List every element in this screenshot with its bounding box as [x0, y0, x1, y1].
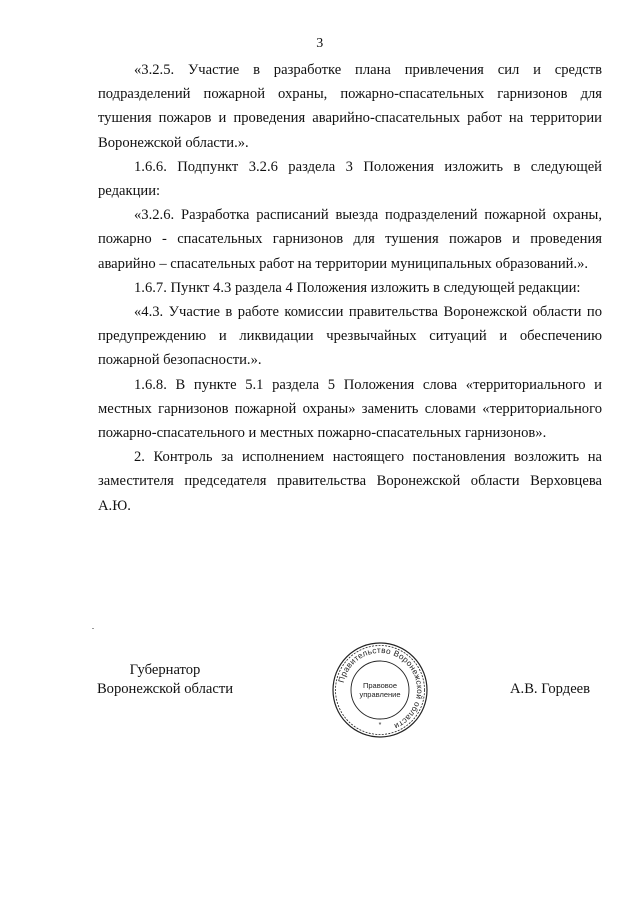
- seal-stamp-icon: [330, 640, 430, 740]
- signatory-position-line-2: Воронежской области: [96, 681, 234, 697]
- seal-star: *: [378, 722, 382, 729]
- seal-center-line-2: управление: [359, 690, 401, 699]
- paragraph-4-3: «4.3. Участие в работе комиссии правительства Воронежской области по предупреждению и ликвидации чрезвычайных ситуаций и обеспечению пожарной безопасности.».: [98, 304, 602, 369]
- svg-text:Правительство Воронежской обла: [337, 646, 424, 731]
- signatory-position: [90, 661, 240, 699]
- paragraph-2-control: 2. Контроль за исполнением настоящего постановления возложить на заместителя председателя правительства Воронежской области Верховцева А.Ю.: [98, 449, 602, 514]
- margin-mark: [92, 628, 94, 629]
- paragraph-3-2-6: «3.2.6. Разработка расписаний выезда подразделений пожарной охраны, пожарно - спасательных гарнизонов для тушения пожаров и проведения аварийно – спасательных работ на территории муниципальных образований.».: [98, 207, 602, 272]
- page-number: 3: [316, 36, 324, 51]
- document-body: [98, 58, 602, 518]
- official-seal: [330, 640, 430, 740]
- signatory-name: А.В. Гордеев: [510, 681, 591, 697]
- paragraph-1-6-8: 1.6.8. В пункте 5.1 раздела 5 Положения слова «территориального и местных гарнизонов пожарной охраны» заменить словами «территориального пожарно-спасательного и местных пожарно-спасательных гарнизонов».: [98, 376, 602, 442]
- seal-center-line-1: Правовое: [362, 681, 398, 690]
- paragraph-3-2-5: «3.2.5. Участие в разработке плана привлечения сил и средств подразделений пожарной охраны, пожарно-спасательных гарнизонов для тушения пожаров и проведения аварийно-спасательных работ на территории Воронежской области.».: [98, 62, 602, 151]
- seal-ring-text: Правительство Воронежской области: [336, 645, 425, 731]
- paragraph-1-6-7: 1.6.7. Пункт 4.3 раздела 4 Положения изложить в следующей редакции:: [134, 279, 581, 296]
- paragraph-1-6-6: 1.6.6. Подпункт 3.2.6 раздела 3 Положения изложить в следующей редакции:: [98, 158, 602, 200]
- signatory-position-line-1: Губернатор: [129, 662, 201, 678]
